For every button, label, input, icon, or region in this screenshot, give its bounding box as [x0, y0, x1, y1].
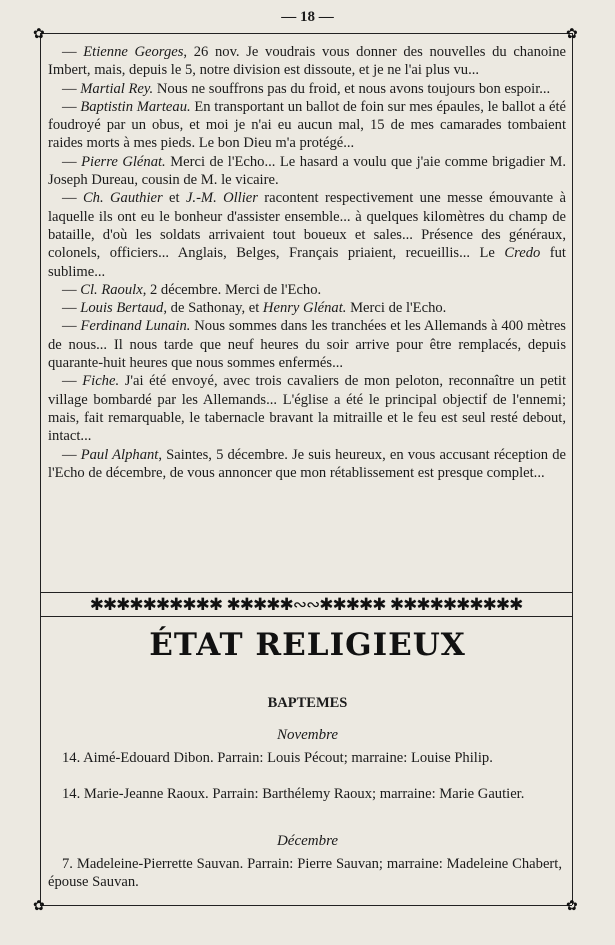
letter-entry: — Martial Rey. Nous ne souffrons pas du froid, et nous avons toujours bon espoir... — [62, 80, 551, 97]
letter-entry: — Baptistin Marteau. En transportant un ballot de foin sur mes épaules, le ballot a été foudroyé par un obus, et moi je n'ai eu aucun mal, 15 de mes camarades tombaient raides morts à mes pieds. Le bon Dieu m'a protégé... — [48, 98, 566, 152]
month-november: Novembre — [276, 727, 339, 743]
letter-entry: — Pierre Glénat. Merci de l'Echo... Le hasard a voulu que j'aie comme brigadier M. Joseph Dureau, cousin de M. le vicaire. — [48, 153, 567, 189]
page-number: — 18 — — [281, 9, 334, 25]
left-border — [40, 33, 41, 905]
letter-entry: — Ch. Gauthier et J.-M. Ollier racontent respectivement une messe émouvante à laquelle ils ont eu le bonheur d'assister ensemble... à quelques kilomètres du champ de bataille, d'où les soldats arrivaient tout boueux et sales... Présence des généraux, colonels, officiers... Anglais, Belges, Français priaient, recueillis... Le Credo fut sublime... — [48, 190, 566, 280]
letter-entry: — Fiche. J'ai été envoyé, avec trois cavaliers de mon peloton, reconnaître un petit village bombardé par les Allemands... L'église a été le principal objectif de l'ennemi; mais, fait remarquable, le tabernacle bravant la mitraille et le feu est seul resté debout, intact... — [48, 373, 566, 445]
right-border — [572, 33, 573, 905]
letters-section — [48, 43, 566, 482]
star-ornament: ✱✱✱✱✱✱✱✱✱✱ ✱✱✱✱✱∾∾✱✱✱✱✱ ✱✱✱✱✱✱✱✱✱✱ — [89, 595, 523, 615]
corner-ornament-icon: ✿ — [566, 898, 578, 914]
corner-ornament-icon: ✿ — [33, 26, 45, 42]
month-december: Décembre — [276, 833, 339, 849]
baptemes-heading: BAPTEMES — [267, 695, 348, 711]
section-title: ÉTAT RELIGIEUX — [149, 627, 466, 663]
letter-entry: — Cl. Raoulx, 2 décembre. Merci de l'Echo. — [62, 281, 322, 298]
letter-entry: — Louis Bertaud, de Sathonay, et Henry Glénat. Merci de l'Echo. — [62, 300, 447, 317]
top-border — [40, 33, 572, 34]
ornament-rule-top — [40, 592, 572, 593]
bottom-border — [40, 905, 572, 906]
baptism-entry: 14. Aimé-Edouard Dibon. Parrain: Louis Pécout; marraine: Louise Philip. — [62, 750, 493, 766]
baptism-entry: 7. Madeleine-Pierrette Sauvan. Parrain: Pierre Sauvan; marraine: Madeleine Chabert, épouse Sauvan. — [48, 856, 562, 891]
ornament-rule-bottom — [40, 616, 572, 617]
corner-ornament-icon: ✿ — [566, 26, 578, 42]
corner-ornament-icon: ✿ — [33, 898, 45, 914]
letter-entry: — Paul Alphant, Saintes, 5 décembre. Je suis heureux, en vous accusant réception de l'Echo de décembre, de vous annoncer que mon rétablissement est presque complet... — [48, 446, 566, 481]
baptism-entry: 14. Marie-Jeanne Raoux. Parrain: Barthélemy Raoux; marraine: Marie Gautier. — [62, 786, 525, 802]
letter-entry: — Ferdinand Lunain. Nous sommes dans les tranchées et les Allemands à 400 mètres de nous... Il nous tarde que neuf heures du soir arrive pour être remplacés, depuis quarante-huit heures que nous sommes enfermés... — [48, 318, 566, 372]
letter-entry: — Etienne Georges, 26 nov. Je voudrais vous donner des nouvelles du chanoine Imbert, mais, depuis le 5, notre division est dissoute, et je ne l'ai plus vu... — [48, 44, 566, 79]
